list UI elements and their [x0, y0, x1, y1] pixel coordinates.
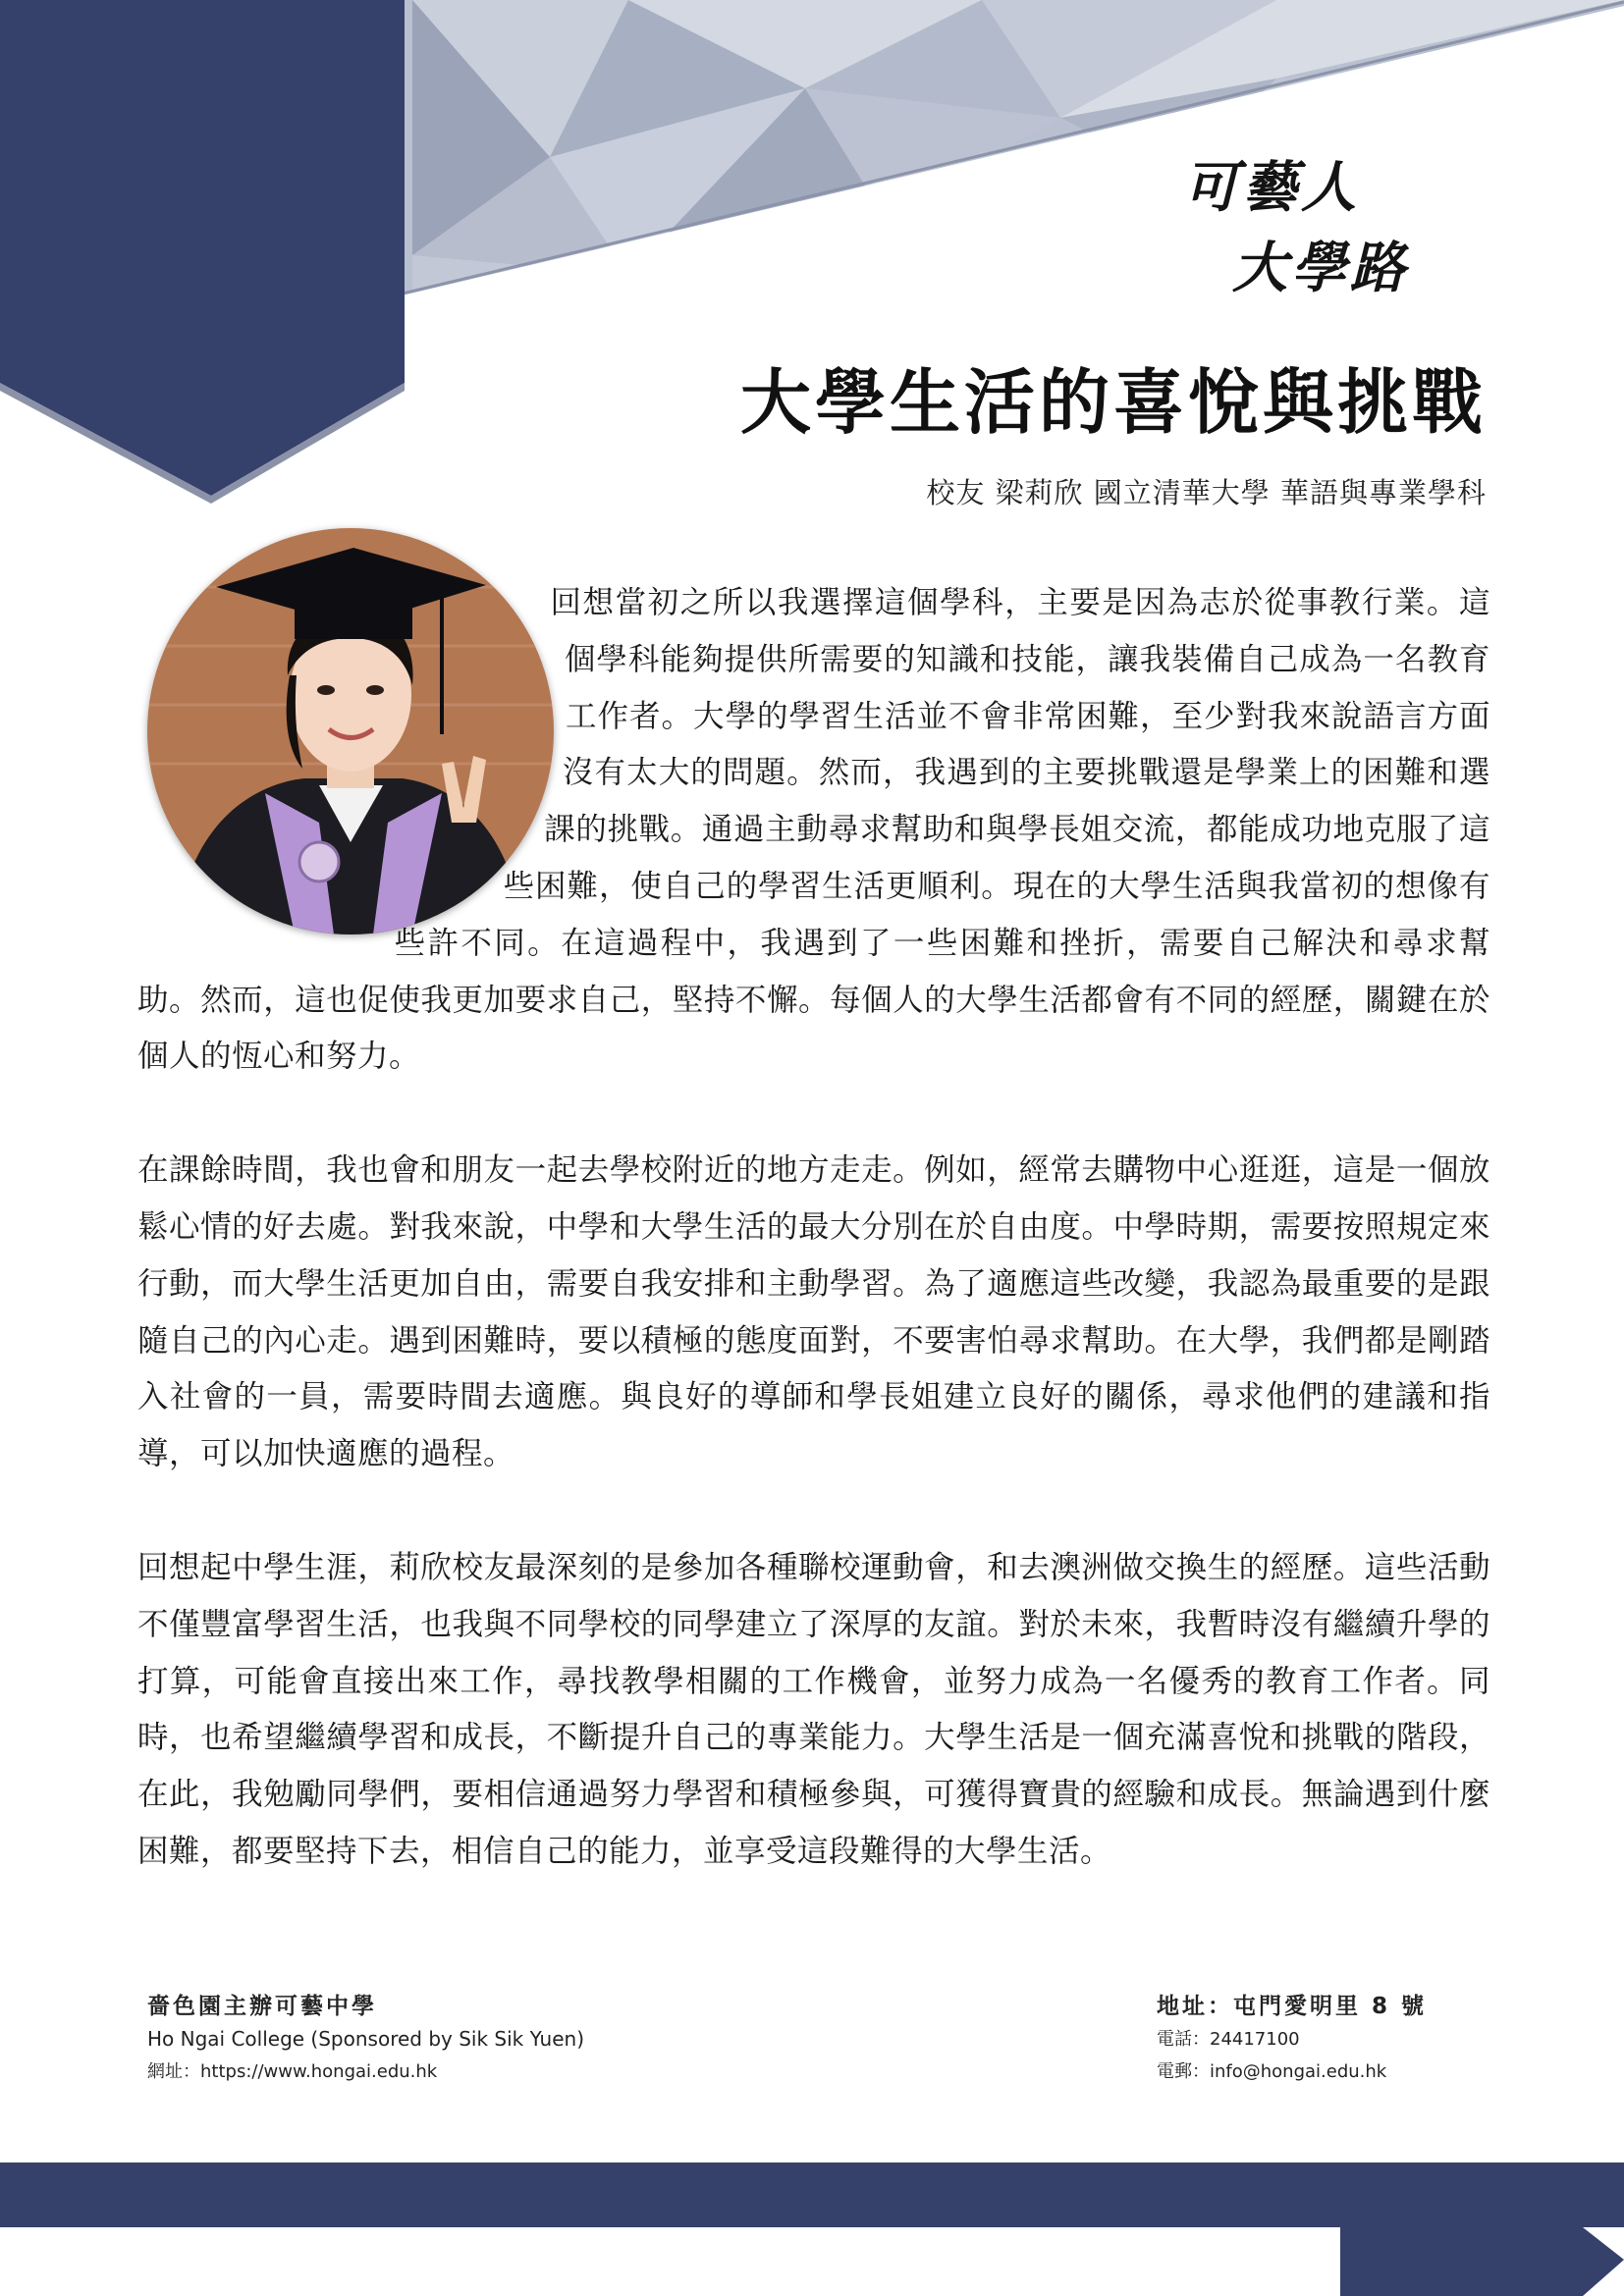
- author-byline: 校友 梁莉欣 國立清華大學 華語與專業學科: [926, 476, 1487, 509]
- footer-school-info: [147, 1991, 584, 2088]
- school-phone: 電話：24417100: [1157, 2029, 1300, 2050]
- school-email[interactable]: 電郵：info@hongai.edu.hk: [1157, 2061, 1387, 2082]
- school-name-en: Ho Ngai College (Sponsored by Sik Sik Yuen): [147, 2027, 584, 2051]
- article-body: [137, 575, 1490, 1881]
- school-website[interactable]: 網址：https://www.hongai.edu.hk: [147, 2061, 438, 2082]
- slogan-line-2: 大學路: [1232, 236, 1409, 300]
- school-address: 地址：屯門愛明里 8 號: [1157, 1994, 1428, 2019]
- paragraph-1: 回想當初之所以我選擇這個學科，主要是因為志於從事教行業。這個學科能夠提供所需要的知識和技能，讓我裝備自己成為一名教育工作者。大學的學習生活並不會非常困難，至少對我來說語言方面沒有太大的問題。然而，我遇到的主要挑戰還是學業上的困難和選課的挑戰。通過主動尋求幫助和與學長姐交流，都能成功地克服了這些困難，使自己的學習生活更順利。現在的大學生活與我當初的想像有些許不同。在這過程中，我遇到了一些困難和挫折，需要自己解決和尋求幫助。然而，這也促使我更加要求自己，堅持不懈。每個人的大學生活都會有不同的經歷，關鍵在於個人的恆心和努力。: [137, 585, 1490, 1075]
- slogan-line-1: 可藝人: [1183, 155, 1360, 220]
- paragraph-3: 回想起中學生涯，莉欣校友最深刻的是參加各種聯校運動會，和去澳洲做交換生的經歷。這些活動不僅豐富學習生活，也我與不同學校的同學建立了深厚的友誼。對於未來，我暫時沒有繼續升學的打算，可能會直接出來工作，尋找教學相關的工作機會，並努力成為一名優秀的教育工作者。同時，也希望繼續學習和成長，不斷提升自己的專業能力。大學生活是一個充滿喜悅和挑戰的階段，在此，我勉勵同學們，要相信通過努力學習和積極參與，可獲得寶貴的經驗和成長。無論遇到什麼困難，都要堅持下去，相信自己的能力，並享受這段難得的大學生活。: [137, 1549, 1490, 1869]
- page-title: 大學生活的喜悅與挑戰: [739, 361, 1487, 444]
- footer-contact-info: [1157, 1991, 1427, 2088]
- paragraph-2: 在課餘時間，我也會和朋友一起去學校附近的地方走走。例如，經常去購物中心逛逛，這是一個放鬆心情的好去處。對我來說，中學和大學生活的最大分別在於自由度。中學時期，需要按照規定來行動，而大學生活更加自由，需要自我安排和主動學習。為了適應這些改變，我認為最重要的是跟隨自己的內心走。遇到困難時，要以積極的態度面對，不要害怕尋求幫助。在大學，我們都是剛踏入社會的一員，需要時間去適應。與良好的導師和學長姐建立良好的關係，尋求他們的建議和指導，可以加快適應的過程。: [137, 1152, 1490, 1472]
- school-name-zh: 嗇色園主辦可藝中學: [147, 1994, 377, 2019]
- footer-arrow: [1340, 2227, 1624, 2296]
- footer-stripe: [0, 2163, 1624, 2227]
- slogan: [1183, 147, 1478, 308]
